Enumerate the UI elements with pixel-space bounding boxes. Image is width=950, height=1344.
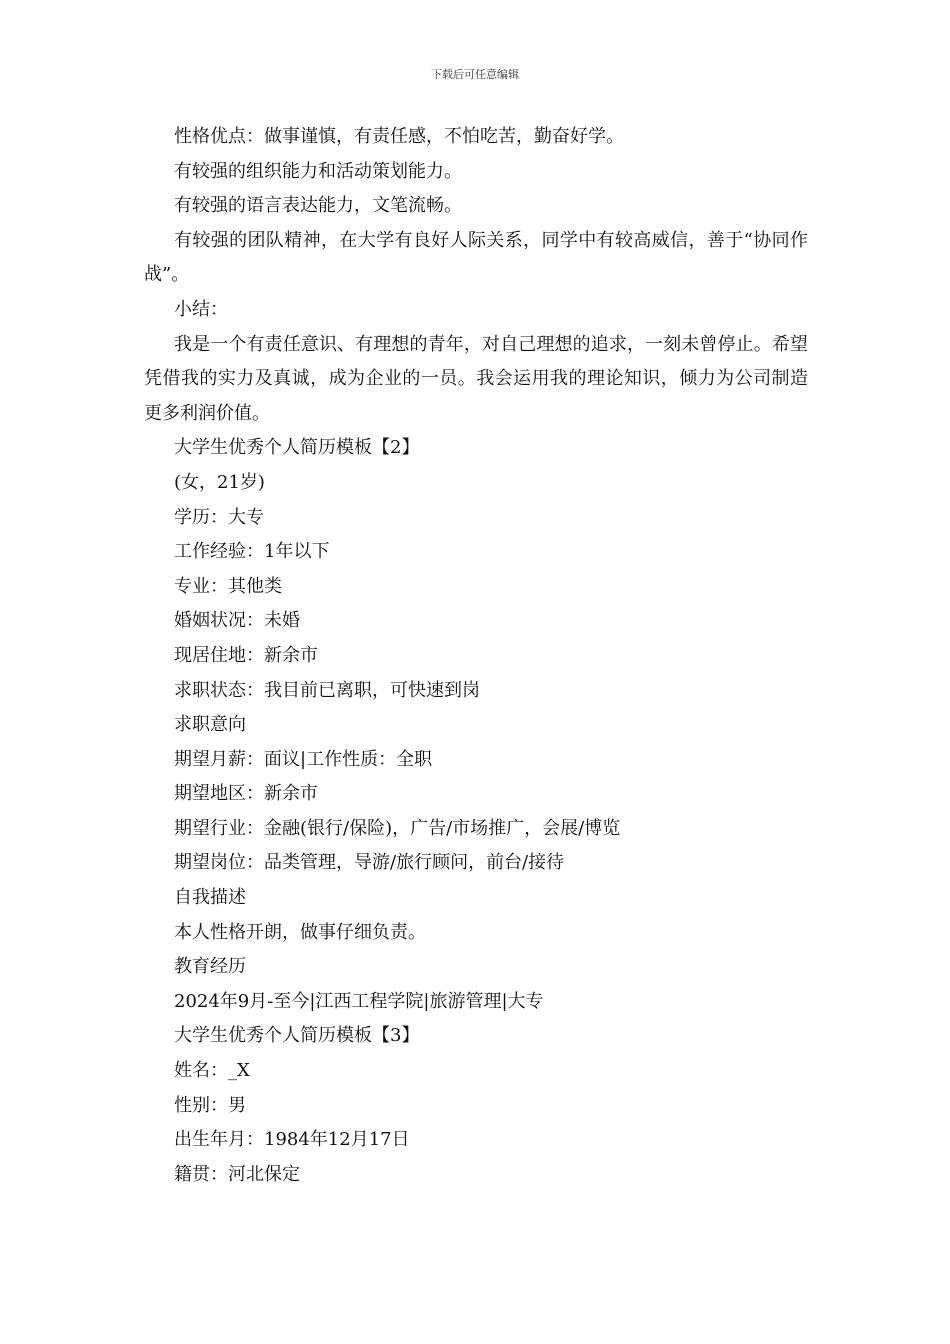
heading-job-intention: 求职意向 (174, 714, 246, 736)
paragraph-work-experience: 工作经验：1年以下 (174, 541, 330, 563)
paragraph-native-place: 籍贯：河北保定 (174, 1163, 300, 1185)
heading-self-description: 自我描述 (174, 887, 246, 909)
paragraph-summary: 我是一个有责任意识、有理想的青年，对自己理想的追求，一刻未曾停止。希望凭借我的实力及真诚，成为企业的一员。我会运用我的理论知识，倾力为公司制造更多利润价值。 (144, 333, 808, 424)
paragraph-self-description: 本人性格开朗，做事仔细负责。 (174, 921, 426, 943)
paragraph-teamwork: 有较强的团队精神，在大学有良好人际关系，同学中有较高威信，善于“协同作战”。 (144, 229, 808, 286)
paragraph-birth-date: 出生年月：1984年12月17日 (174, 1129, 410, 1151)
heading-education-history: 教育经历 (174, 956, 246, 978)
paragraph-organization: 有较强的组织能力和活动策划能力。 (174, 160, 462, 182)
paragraph-expected-region: 期望地区：新余市 (174, 783, 318, 805)
document-body (144, 120, 808, 1192)
page-header: 下载后可任意编辑 (431, 68, 519, 81)
section-title-template-3: 大学生优秀个人简历模板【3】 (174, 1025, 420, 1047)
paragraph-expression: 有较强的语言表达能力，文笔流畅。 (174, 195, 462, 217)
paragraph-job-status: 求职状态：我目前已离职，可快速到岗 (174, 679, 480, 701)
paragraph-major: 专业：其他类 (174, 575, 282, 597)
paragraph-name: 姓名：_X (174, 1060, 250, 1082)
section-title-template-2: 大学生优秀个人简历模板【2】 (174, 437, 420, 459)
paragraph-residence: 现居住地：新余市 (174, 644, 318, 666)
paragraph-marital-status: 婚姻状况：未婚 (174, 610, 300, 632)
paragraph-education-entry: 2024年9月-至今|江西工程学院|旅游管理|大专 (174, 990, 544, 1012)
paragraph-summary-heading: 小结： (174, 298, 228, 320)
paragraph-gender: 性别：男 (174, 1094, 246, 1116)
paragraph-expected-salary: 期望月薪：面议|工作性质：全职 (174, 748, 433, 770)
paragraph-personality: 性格优点：做事谨慎，有责任感，不怕吃苦，勤奋好学。 (174, 126, 624, 147)
paragraph-gender-age: (女，21岁) (174, 471, 265, 493)
paragraph-education-level: 学历：大专 (174, 506, 264, 528)
paragraph-expected-position: 期望岗位：品类管理，导游/旅行顾问，前台/接待 (174, 852, 565, 874)
paragraph-expected-industry: 期望行业：金融(银行/保险)，广告/市场推广，会展/博览 (174, 817, 621, 839)
